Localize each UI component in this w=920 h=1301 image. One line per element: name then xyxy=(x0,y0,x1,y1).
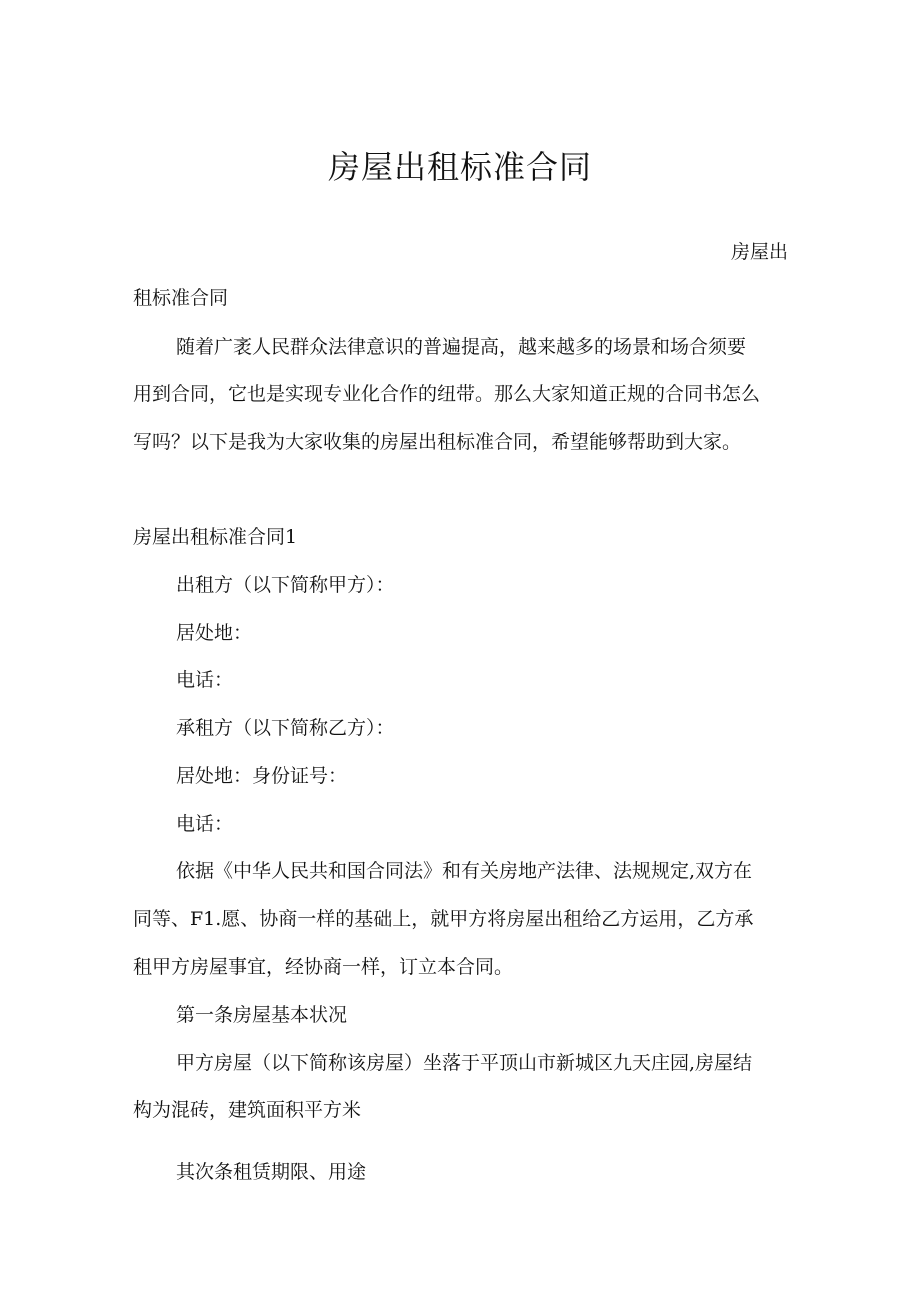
article-heading: 第一条房屋基本状况 xyxy=(176,1004,348,1026)
article-line: 甲方房屋（以下简称该房屋）坐落于平顶山市新城区九天庄园,房屋结 xyxy=(176,1052,753,1074)
article-heading: 其次条租赁期限、用途 xyxy=(176,1161,367,1183)
section-heading: 房屋出租标准合同1 xyxy=(133,526,298,548)
article-line: 构为混砖，建筑面积平方米 xyxy=(133,1099,362,1121)
intro-line: 写吗？以下是我为大家收集的房屋出租标准合同，希望能够帮助到大家。 xyxy=(133,431,742,453)
header-line: 房屋出 xyxy=(730,241,788,263)
intro-line: 用到合同，它也是实现专业化合作的纽带。那么大家知道正规的合同书怎么 xyxy=(133,383,761,405)
basis-line: 同等、F1.愿、协商一样的基础上，就甲方将房屋出租给乙方运用，乙方承 xyxy=(133,908,754,930)
party-line: 居处地： xyxy=(176,622,253,644)
basis-line: 依据《中华人民共和国合同法》和有关房地产法律、法规规定,双方在 xyxy=(176,860,753,882)
party-line: 电话： xyxy=(176,669,234,691)
basis-line: 租甲方房屋事宜，经协商一样，订立本合同。 xyxy=(133,956,514,978)
party-line: 居处地：身份证号： xyxy=(176,765,348,787)
intro-line: 随着广袤人民群众法律意识的普遍提高，越来越多的场景和场合须要 xyxy=(176,336,747,358)
party-line: 出租方（以下简称甲方）： xyxy=(176,574,395,596)
document-title: 房屋出租标准合同 xyxy=(327,148,592,186)
header-line: 租标准合同 xyxy=(133,287,229,309)
party-line: 电话： xyxy=(176,813,234,835)
party-line: 承租方（以下简称乙方）： xyxy=(176,717,395,739)
